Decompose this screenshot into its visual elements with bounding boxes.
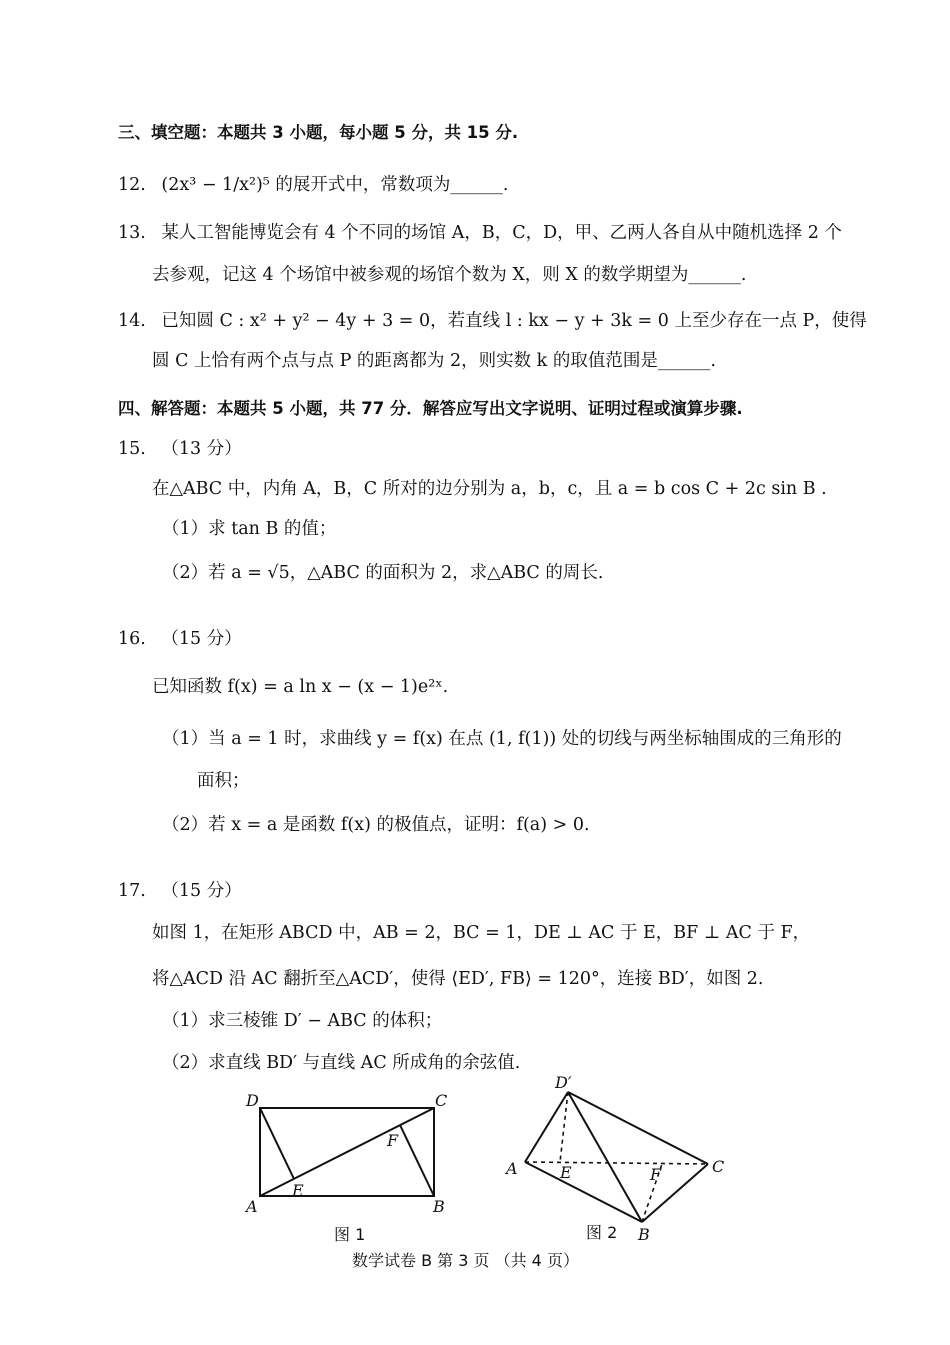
question-15-part-1: （1）求 tan B 的值； (162, 519, 337, 539)
question-16-part-1-line-1: （1）当 a = 1 时，求曲线 y = f(x) 在点 (1, f(1)) 处的切线与两坐标轴围成的三角形的 (162, 729, 842, 749)
question-15-stem: 在△ABC 中，内角 A，B，C 所对的边分别为 a，b，c，且 a = b cos C + 2c sin B . (152, 479, 827, 499)
question-score: （15 分） (161, 629, 242, 649)
question-number: 12. (118, 175, 146, 195)
question-17-part-1: （1）求三棱锥 D′ − ABC 的体积； (162, 1011, 443, 1031)
edge-ac-hidden (525, 1162, 708, 1164)
question-number: 14. (118, 311, 146, 331)
question-text: 已知圆 C : x² + y² − 4y + 3 = 0，若直线 l : kx − y + 3k = 0 上至少存在一点 P，使得 (161, 311, 867, 331)
label-a: A (246, 1197, 258, 1216)
label-b: B (433, 1197, 445, 1216)
question-17-header (118, 878, 242, 904)
label-e: E (292, 1181, 304, 1200)
label-f: F (387, 1131, 399, 1150)
question-13-line-1 (118, 220, 842, 246)
segment-de (260, 1108, 294, 1179)
question-number: 17. (118, 881, 146, 901)
diagonal-ac (260, 1108, 434, 1196)
label-e: E (560, 1163, 572, 1182)
question-14-line-2: 圆 C 上恰有两个点与点 P 的距离都为 2，则实数 k 的取值范围是______. (152, 351, 716, 371)
label-b: B (638, 1225, 650, 1244)
question-text: (2x³ − 1/x²)⁵ 的展开式中，常数项为______. (161, 175, 509, 195)
question-number: 16. (118, 629, 146, 649)
question-13-line-2: 去参观，记这 4 个场馆中被参观的场馆个数为 X，则 X 的数学期望为______. (152, 265, 747, 285)
question-number: 13. (118, 223, 146, 243)
question-15-header (118, 436, 242, 462)
question-17-stem-line-1: 如图 1，在矩形 ABCD 中，AB = 2，BC = 1，DE ⊥ AC 于 E，BF ⊥ AC 于 F， (152, 923, 811, 943)
label-d-prime: D′ (555, 1073, 572, 1092)
question-text: 某人工智能博览会有 4 个不同的场馆 A，B，C，D，甲、乙两人各自从中随机选择 2 个 (161, 223, 842, 243)
figure-2-caption: 图 2 (586, 1223, 618, 1242)
figure-1-rectangle (238, 1086, 468, 1248)
label-d: D (246, 1091, 259, 1110)
figure-2-tetrahedron (500, 1072, 740, 1248)
section-header-answer: 四、解答题：本题共 5 小题，共 77 分．解答应写出文字说明、证明过程或演算步骤. (118, 399, 743, 418)
question-16-stem: 已知函数 f(x) = a ln x − (x − 1)e²ˣ. (152, 677, 449, 697)
section-header-fill-in: 三、填空题：本题共 3 小题，每小题 5 分，共 15 分. (118, 123, 519, 142)
label-c: C (435, 1091, 448, 1110)
question-15-part-2: （2）若 a = √5，△ABC 的面积为 2，求△ABC 的周长. (162, 563, 604, 583)
segment-bf (400, 1125, 434, 1196)
question-16-header (118, 626, 242, 652)
question-score: （15 分） (161, 881, 242, 901)
question-14-line-1 (118, 308, 867, 334)
label-c: C (712, 1157, 725, 1176)
label-f: F (650, 1165, 662, 1184)
page-footer: 数学试卷 B 第 3 页 （共 4 页） (352, 1251, 579, 1270)
label-a: A (506, 1159, 518, 1178)
figure-1-caption: 图 1 (334, 1225, 366, 1244)
question-16-part-2: （2）若 x = a 是函数 f(x) 的极值点，证明：f(a) > 0. (162, 815, 590, 835)
question-12 (118, 172, 508, 198)
question-17-stem-line-2: 将△ACD 沿 AC 翻折至△ACD′，使得 ⟨ED′, FB⟩ = 120°，连接 BD′，如图 2. (152, 969, 764, 989)
question-number: 15. (118, 439, 146, 459)
question-16-part-1-line-2: 面积； (197, 771, 250, 791)
question-score: （13 分） (161, 439, 242, 459)
question-17-part-2: （2）求直线 BD′ 与直线 AC 所成角的余弦值. (162, 1053, 521, 1073)
